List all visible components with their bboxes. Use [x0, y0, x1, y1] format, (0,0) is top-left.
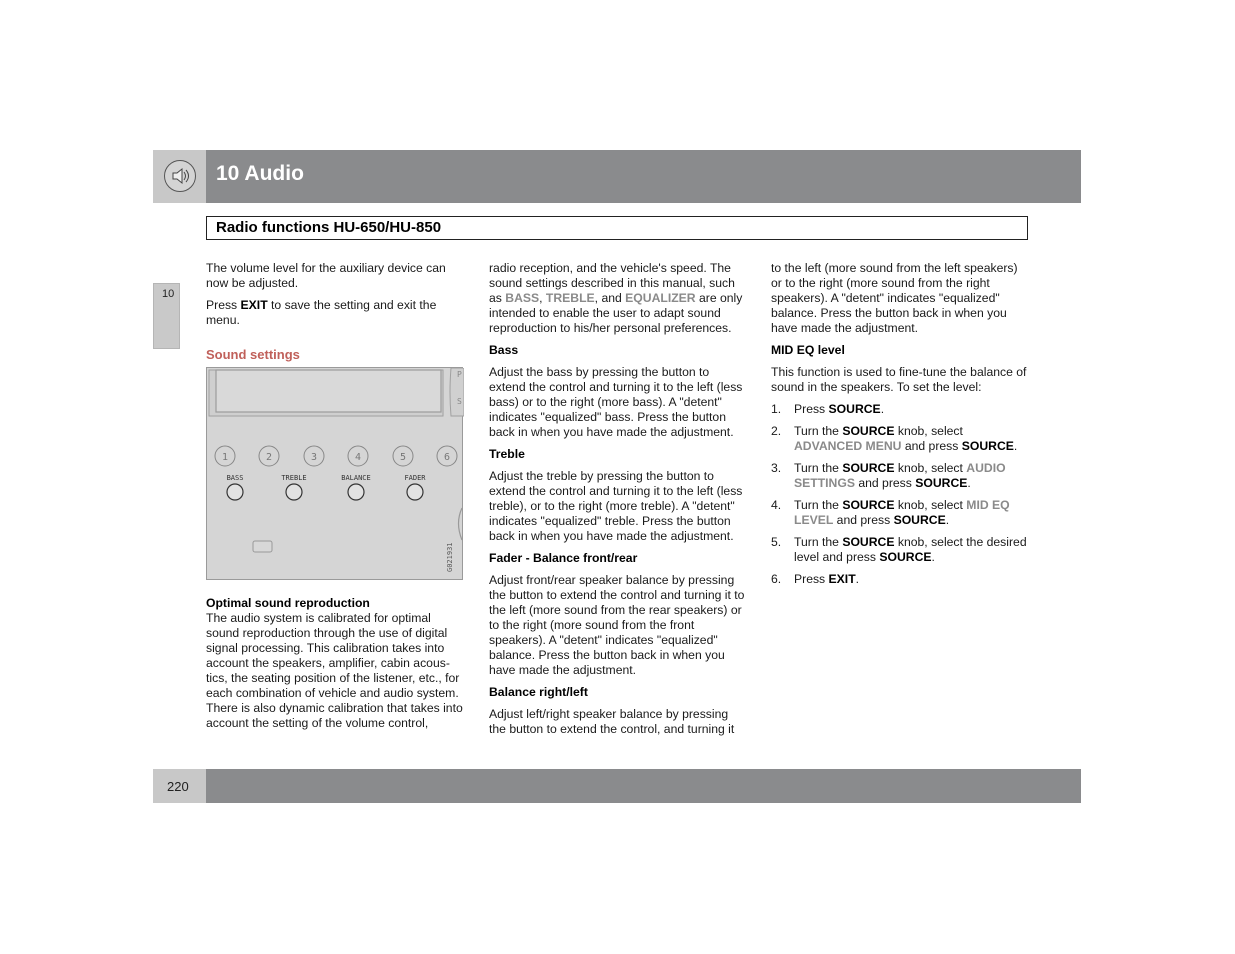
paragraph: Adjust left/right speaker balance by pressing the button to extend the control, and turning it [489, 707, 735, 736]
svg-text:FADER: FADER [404, 474, 426, 482]
mid-eq-heading: MID EQ level [771, 343, 845, 357]
list-item: 1. Press SOURCE. [771, 402, 885, 416]
preset-button-6 [437, 446, 457, 466]
column-2 [489, 261, 747, 744]
column-1 [206, 261, 464, 335]
svg-text:BASS: BASS [226, 474, 244, 482]
preset-button-1 [215, 446, 235, 466]
svg-text:TREBLE: TREBLE [281, 474, 307, 482]
paragraph: The volume level for the auxiliary device can now be adjusted. [206, 261, 446, 290]
svg-text:4: 4 [354, 452, 362, 463]
radio-panel-illustration [206, 367, 463, 580]
paragraph: Adjust the bass by pressing the button to extend the control and turning it to the left (less bass) or to the right (more bass). A "detent" indicates "equalized" bass. Press the button back in when you have made the adjustment. [489, 365, 743, 439]
svg-text:P: P [457, 370, 462, 379]
knob-bass [227, 474, 244, 500]
bass-heading: Bass [489, 343, 519, 357]
steps-list [771, 402, 1029, 587]
paragraph: This function is used to fine-tune the balance of sound in the speakers. To set the level: [771, 365, 1027, 394]
svg-text:1: 1 [221, 452, 229, 463]
optimal-sound-heading: Optimal sound reproduction [206, 596, 370, 610]
knob-balance [341, 474, 371, 500]
preset-button-5 [393, 446, 413, 466]
knob-treble [281, 474, 306, 500]
chapter-title: 10 Audio [216, 162, 304, 185]
svg-text:2: 2 [265, 452, 273, 463]
fader-heading: Fader - Balance front/rear [489, 551, 638, 565]
figure-control-knobs [227, 474, 427, 500]
svg-text:5: 5 [399, 452, 407, 463]
speaker-icon [164, 160, 196, 192]
paragraph: Adjust the treble by pressing the button to extend the control and turning it to the left (less treble), or to the right (more treble). A "detent" indicates "equalized" treble. Press the button back in when you have made the adjustment. [489, 469, 743, 543]
list-item: 2. Turn the SOURCE knob, select ADVANCED MENU and press SOURCE. [771, 424, 1018, 453]
paragraph: Adjust front/rear speaker balance by pressing the button to extend the control and turning it to the left (more sound from the rear speakers) or to the right (more sound from the front speakers). A "detent" indicates "equalized" balance. Press the button back in when you have made the adjustment. [489, 573, 745, 677]
optimal-sound-section [206, 596, 466, 738]
balance-heading: Balance right/left [489, 685, 588, 699]
preset-button-4 [348, 446, 368, 466]
page-number: 220 [167, 779, 189, 794]
footer-bar [153, 769, 1081, 803]
column-3 [771, 261, 1029, 594]
treble-heading: Treble [489, 447, 525, 461]
preset-button-3 [304, 446, 324, 466]
side-tab-number: 10 [162, 288, 175, 300]
paragraph: Press EXIT to save the setting and exit the menu. [206, 298, 437, 327]
list-item: 6. Press EXIT. [771, 572, 860, 586]
preset-button-2 [259, 446, 279, 466]
svg-text:3: 3 [310, 452, 318, 463]
list-item: 5. Turn the SOURCE knob, select the desired level and press SOURCE. [771, 535, 1027, 564]
svg-text:S: S [457, 397, 462, 406]
knob-fader [404, 474, 426, 500]
figure-code: G021931 [446, 542, 454, 572]
paragraph: The audio system is calibrated for optimal sound reproduction through the use of digital signal processing. This calibration takes into account the speakers, amplifier, cabin acous-tics, the seating position of the listener, etc., for each combination of vehicle and audio system. There is also dynamic calibration that takes into account the setting of the volume control, [206, 611, 463, 730]
paragraph: radio reception, and the vehicle's speed. The sound settings described in this manual, such as BASS, TREBLE, and EQUALIZER are only intended to enable the user to adapt sound reproduction to his/her personal preferences. [489, 261, 743, 335]
figure-preset-buttons [215, 446, 457, 466]
list-item: 3. Turn the SOURCE knob, select AUDIO SETTINGS and press SOURCE. [771, 461, 1006, 490]
svg-text:BALANCE: BALANCE [341, 474, 371, 482]
section-title: Radio functions HU-650/HU-850 [216, 219, 442, 236]
list-item: 4. Turn the SOURCE knob, select MID EQ LEVEL and press SOURCE. [771, 498, 1010, 527]
sound-settings-heading: Sound settings [206, 347, 300, 362]
svg-text:6: 6 [443, 452, 451, 463]
paragraph: to the left (more sound from the left speakers) or to the right (more sound from the right speakers). A "detent" indicates "equalized" balance. Press the button back in when you have made the adjustment. [771, 261, 1018, 335]
